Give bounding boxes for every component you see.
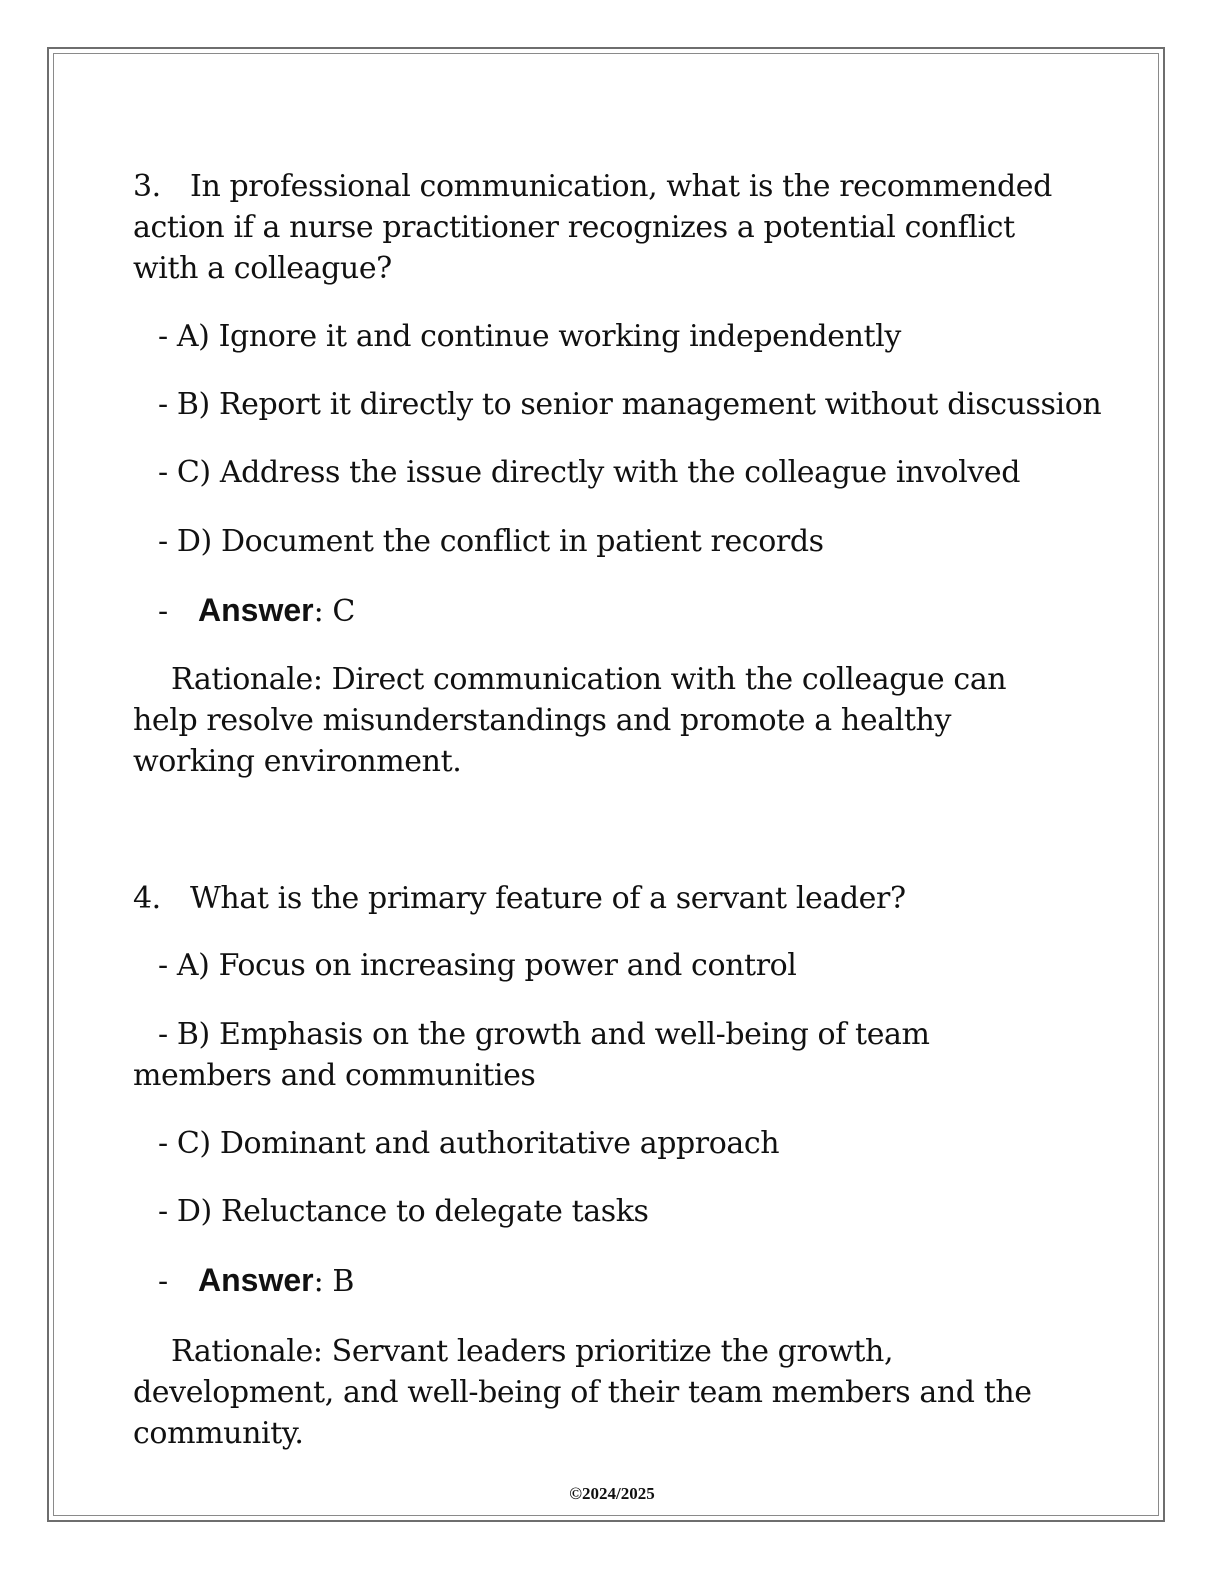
question-text: In professional communication, what is the recommended action if a nurse practitioner recognizes a potential conflict with a colleague? — [133, 169, 1052, 286]
option-text: - D) Reluctance to delegate tasks — [158, 1194, 649, 1229]
option-text: - C) Dominant and authoritative approach — [158, 1126, 780, 1161]
question-number: 3. — [133, 169, 161, 204]
option-text: - D) Document the conflict in patient records — [158, 524, 824, 559]
question-text: What is the primary feature of a servant leader? — [190, 881, 906, 916]
answer-dash: - — [158, 594, 168, 629]
copyright-footer: ©2024/2025 — [569, 1484, 655, 1503]
question-4-option-b: - B) Emphasis on the growth and well-being of team members and communities — [133, 1017, 930, 1093]
question-4-answer — [158, 1260, 354, 1302]
question-3-answer — [158, 590, 355, 632]
answer-value: : C — [313, 594, 355, 629]
answer-label: Answer — [198, 592, 314, 628]
question-3-option-d — [133, 521, 1073, 562]
question-3-option-b — [133, 384, 1102, 425]
option-text: - B) Report it directly to senior management without discussion — [158, 387, 1102, 422]
question-3-option-a — [133, 316, 1073, 357]
answer-value: : B — [313, 1264, 355, 1299]
answer-label: Answer — [198, 1262, 314, 1298]
option-text: - A) Ignore it and continue working independently — [158, 319, 901, 354]
question-4-option-c — [133, 1123, 1073, 1164]
question-3-stem — [133, 166, 1073, 289]
question-4-option-d — [133, 1191, 1073, 1232]
question-3-option-c — [133, 452, 1073, 493]
option-text: - A) Focus on increasing power and control — [158, 948, 797, 983]
question-4-stem — [133, 878, 1073, 919]
question-4-rationale: Rationale: Servant leaders prioritize the growth, development, and well-being of their team members and the community. — [133, 1334, 1032, 1451]
question-number: 4. — [133, 881, 161, 916]
answer-dash: - — [158, 1264, 168, 1299]
question-3-rationale: Rationale: Direct communication with the colleague can help resolve misunderstandings and promote a healthy working environment. — [133, 662, 1007, 779]
question-4-option-a — [133, 945, 1073, 986]
option-text: - C) Address the issue directly with the colleague involved — [158, 455, 1021, 490]
